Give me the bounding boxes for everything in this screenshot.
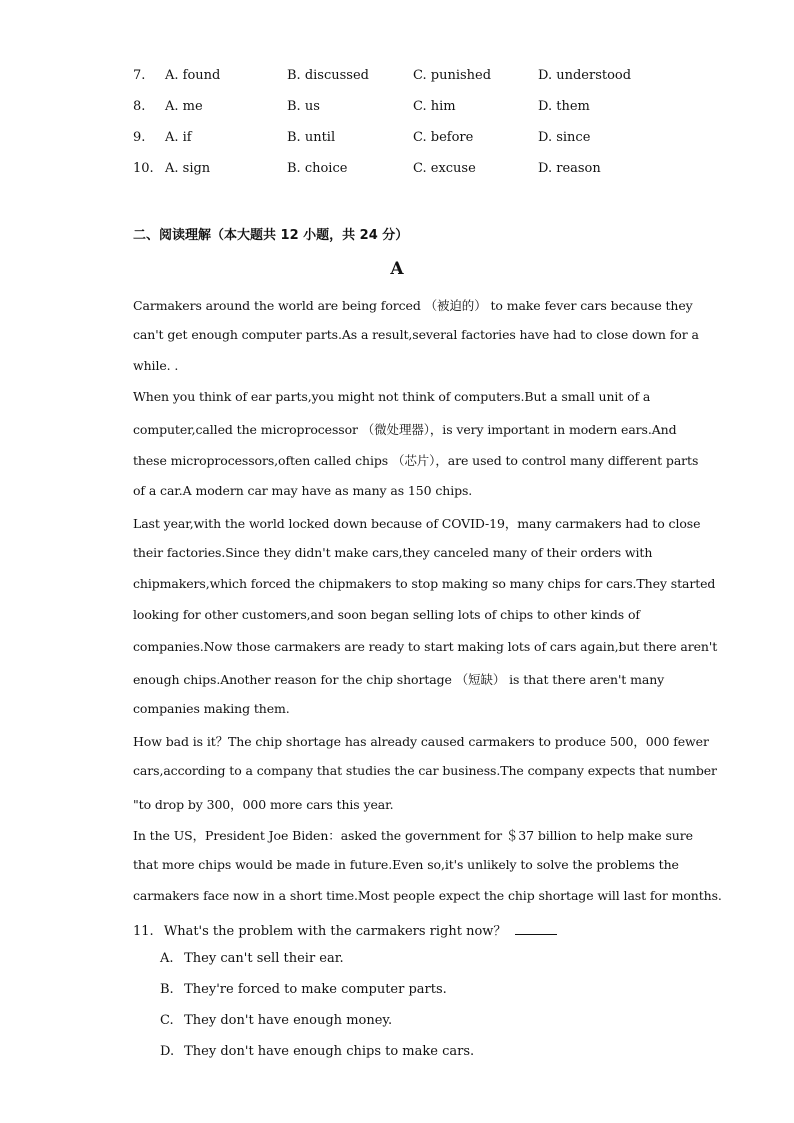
choice-label: A. xyxy=(160,951,174,966)
choice-a[interactable] xyxy=(160,951,344,966)
choice-b[interactable] xyxy=(160,982,447,997)
question-number: 10. xyxy=(133,161,154,176)
choice-c[interactable] xyxy=(160,1013,392,1028)
option-b: B. choice xyxy=(287,161,348,176)
question-8-options xyxy=(0,99,794,121)
option-c: C. excuse xyxy=(413,161,476,176)
question-text: What's the problem with the carmakers right now？ xyxy=(163,924,507,939)
passage-line: these microprocessors,often called chips （芯片），are used to control many different parts xyxy=(133,453,699,468)
passage-line: cars,according to a company that studies the car business.The company expects that number xyxy=(133,763,717,778)
option-a: A. me xyxy=(165,99,203,114)
option-d: D. understood xyxy=(538,68,632,83)
question-7-options xyxy=(0,68,794,90)
passage-line: their factories.Since they didn't make cars,they canceled many of their orders with xyxy=(133,545,653,560)
passage-line: Last year,with the world locked down because of COVID-19，many carmakers had to close xyxy=(133,516,701,531)
question-number: 7. xyxy=(133,68,146,83)
option-d: D. them xyxy=(538,99,590,114)
choice-text: They don't have enough money. xyxy=(184,1013,393,1028)
passage-line: while. . xyxy=(133,358,179,373)
choice-text: They can't sell their ear. xyxy=(184,951,344,966)
option-c: C. him xyxy=(413,99,456,114)
passage-line: chipmakers,which forced the chipmakers to stop making so many chips for cars.They started xyxy=(133,576,716,591)
passage-line: companies.Now those carmakers are ready to start making lots of cars again,but there aren't xyxy=(133,639,718,654)
option-b: B. until xyxy=(287,130,336,145)
passage-line: can't get enough computer parts.As a result,several factories have had to close down for a xyxy=(133,327,699,342)
question-number: 9. xyxy=(133,130,146,145)
passage-line: In the US，President Joe Biden：asked the government for ＄37 billion to help make sure xyxy=(133,828,693,843)
passage-line: looking for other customers,and soon began selling lots of chips to other kinds of xyxy=(133,607,640,622)
section-heading: 二、阅读理解（本大题共 12 小题，共 24 分） xyxy=(133,228,409,243)
passage-line: that more chips would be made in future.Even so,it's unlikely to solve the problems the xyxy=(133,857,679,872)
answer-blank[interactable] xyxy=(515,922,557,935)
choice-d[interactable] xyxy=(160,1044,474,1059)
passage-line: of a car.A modern car may have as many as 150 chips. xyxy=(133,483,473,498)
choice-label: C. xyxy=(160,1013,174,1028)
passage-title: A xyxy=(390,259,404,279)
passage-line: Carmakers around the world are being forced （被迫的） to make fever cars because they xyxy=(133,298,693,313)
question-number: 8. xyxy=(133,99,146,114)
option-a: A. found xyxy=(165,68,221,83)
question-9-options xyxy=(0,130,794,152)
choice-text: They don't have enough chips to make cars. xyxy=(184,1044,475,1059)
passage-line: "to drop by 300，000 more cars this year. xyxy=(133,797,394,812)
passage-line: computer,called the microprocessor （微处理器），is very important in modern ears.And xyxy=(133,422,677,437)
passage-line: How bad is it？The chip shortage has already caused carmakers to produce 500，000 fewer xyxy=(133,734,709,749)
choice-label: D. xyxy=(160,1044,175,1059)
question-10-options xyxy=(0,161,794,183)
choice-text: They're forced to make computer parts. xyxy=(184,982,447,997)
question-number: 11. xyxy=(133,924,154,939)
choice-label: B. xyxy=(160,982,174,997)
option-b: B. us xyxy=(287,99,320,114)
option-d: D. reason xyxy=(538,161,601,176)
option-d: D. since xyxy=(538,130,591,145)
option-c: C. punished xyxy=(413,68,492,83)
option-c: C. before xyxy=(413,130,474,145)
option-a: A. sign xyxy=(165,161,211,176)
passage-line: companies making them. xyxy=(133,701,290,716)
option-b: B. discussed xyxy=(287,68,369,83)
option-a: A. if xyxy=(165,130,192,145)
passage-line: carmakers face now in a short time.Most people expect the chip shortage will last for months. xyxy=(133,888,722,903)
question-11-stem xyxy=(133,920,557,939)
passage-line: enough chips.Another reason for the chip shortage （短缺） is that there aren't many xyxy=(133,672,665,687)
passage-line: When you think of ear parts,you might not think of computers.But a small unit of a xyxy=(133,389,651,404)
